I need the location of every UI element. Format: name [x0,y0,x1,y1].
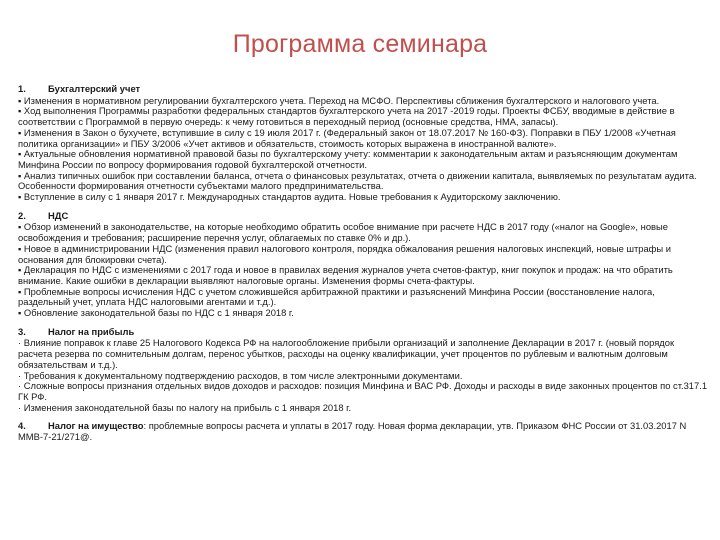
section-vat [18,211,708,319]
section-title: Бухгалтерский учет [48,83,141,94]
section-heading [18,84,708,95]
list-item: ▪ Декларация по НДС с изменениями с 2017 года и новое в правилах ведения журналов учета счетов-фактур, книг покупок и продаж: на что обратить внимание. Какие ошибки в декларации выявляют налоговые органы. Изменения формы счета-фактуры. [18,264,673,286]
list-item: · Влияние поправок к главе 25 Налогового Кодекса РФ на налогообложение прибыли организаций и заполнение Декларации в 2017 г. (новый порядок расчета резерва по сомнительным долгам, перенос убытков, расходы на оценку квалификации, учет процентов по рублевым и валютным долговым обязательствам и т.д.). [18,337,675,370]
list-item: ▪ Проблемные вопросы исчисления НДС с учетом сложившейся арбитражной практики и разъяснений Минфина России (восстановление налога, раздельный учет, уплата НДС налоговыми агентами и т.д.). [18,285,655,308]
section-paragraph [18,421,708,442]
list-item: · Сложные вопросы признания отдельных видов доходов и расходов: позиция Минфина и ВАС РФ. Доходы и расходы в виде законных процентов по ст.317.1 ГК РФ. [18,380,708,402]
section-number: 4. [18,420,26,432]
section-title: Налог на имущество [48,420,144,432]
section-heading [18,327,708,338]
list-item: ▪ Обновление законодательной базы по НДС с 1 января 2018 г. [18,307,294,319]
section-profit-tax [18,327,708,414]
list-item: ▪ Анализ типичных ошибок при составлении баланса, отчета о финансовых результатах, отчета о движении капитала, выявляемых по результатам аудита. Особенности формирования отчетности субъектами малого предпринимательства. [18,169,697,192]
section-title: НДС [48,209,69,221]
section-number: 3. [18,325,26,337]
list-item: ▪ Вступление в силу с 1 января 2017 г. Международных стандартов аудита. Новые требования к Аудиторскому заключению. [18,191,561,203]
section-heading [18,211,708,222]
list-item: ▪ Изменения в нормативном регулировании бухгалтерского учета. Переход на МСФО. Перспективы сближения бухгалтерского и налогового учета. [18,94,660,106]
section-accounting [18,84,708,203]
seminar-program-content [18,84,708,443]
section-number: 2. [18,209,26,221]
list-item: ▪ Обзор изменений в законодательстве, на которые необходимо обратить особое внимание при расчете НДС в 2017 году («налог на Google», новые освобождения и требования; расширение перечня услуг, облагаемых по ставке 0% и др.). [18,221,668,244]
section-property-tax [18,421,708,442]
list-item: · Требования к документальному подтверждению расходов, в том числе электронными документами. [18,369,463,381]
list-item: ▪ Изменения в Закон о бухучете, вступившие в силу с 19 июля 2017 г. (Федеральный закон от 18.07.2017 № 160-ФЗ). Поправки в ПБУ 1/2008 «Учетная политика организации» и ПБУ 3/2006 «Учет активов и обязательств, стоимость которых выражена в иностранной валюте». [18,126,676,149]
section-text: : проблемные вопросы расчета и уплаты в 2017 году. Новая форма декларации, утв. Приказом ФНС России от 31.03.2017 N ММВ-7-21/271@. [18,420,687,443]
page-title: Программа семинара [232,30,488,58]
list-item: · Изменения законодательной базы по налогу на прибыль с 1 января 2018 г. [18,401,352,413]
list-item: ▪ Новое в администрировании НДС (изменения правил налогового контроля, порядка обжалования решения налоговых инспекций, новые штрафы и основания для блокировки счета). [18,242,671,265]
list-item: ▪ Ход выполнения Программы разработки федеральных стандартов бухгалтерского учета на 2017 -2019 годы. Проекты ФСБУ, вводимые в действие в соответствии с Программой в первую очередь: к чему готовиться в переходный период (основные средства, НМА, запасы). [18,105,675,128]
list-item: ▪ Актуальные обновления нормативной правовой базы по бухгалтерскому учету: комментарии к законодательным актам и разъясняющим документам Минфина России по вопросу формирования годовой бухгалтерской отчетности. [18,148,678,170]
section-title: Налог на прибыль [48,325,135,337]
section-number: 1. [18,83,26,94]
